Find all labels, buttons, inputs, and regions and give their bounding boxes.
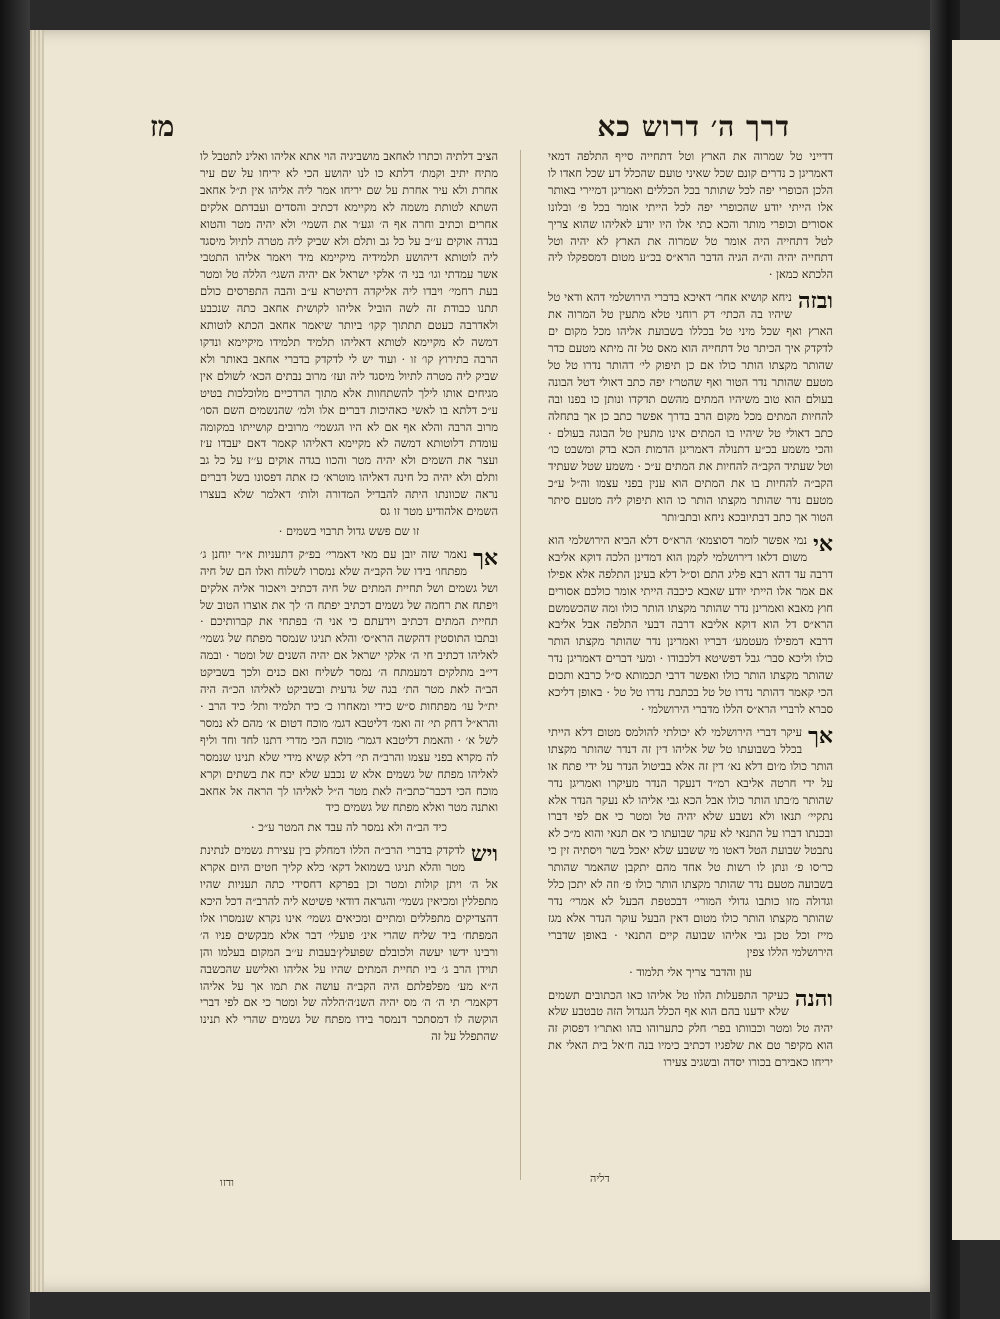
- paragraph: [200, 148, 498, 520]
- facing-page-sliver: [952, 40, 1000, 1240]
- paragraph-closing-line: [200, 523, 498, 540]
- paragraph-text: הציב דלתיה וכתרו לאחאב מושביגיה הוי אתא אליהו ואלינ לתטבל לו מתיח יתיב וקמת׳ דלתא כו לנו יהושע הכי לא יריחו על שם עיר אחרת ולא עיר אחרת על שם יריחו אמר ליה אליהו אין ת״ל אחאב השתא לטותת משמה לא מקיימא דכתיב והסדים ועבדתם אלקים אחרים וכתיב וחרה אף ה׳ וגע׳ר את השמי׳ ולא יהיה מטר והטוא בגדה אוקים ע׳׳ב על כל גב ותלם ולא שביק ליה מטרה לתיול מיסגד ליה לוטותא דיהושע תלמידיה מיקיימא מיד ויאמר אליהו התטבי אשר עמדתי וגו׳ בני ה׳ אלקי ישראל אם יהיה השגי׳ הללה טל ומטר בעת רחמי׳ ויבדו ליה אליקדה דתיטרא ע״ב והבה התפרסים כולם תתנו כבודת זה לשה הוביל אליהו לקושית אחאב כתה שנכבע ולאדרבה כעטם תתתוך קקו׳ ביותר שיאמר אחאב הכתא לוטותא דמשה לא מקיימא לטותא דאליהו תלמיד תלמידו מיקיימא ונדקו הרבה בתירוץ קו׳ זו · ועוד יש לי לדקדק בדברי אחאב באותר ולא שביק ליה מטרה לתיול מיסגד ליה ועז׳ מרוב נבתים הכא׳ לשולם אין מגיחים אותו לילך להשתחוות אלא מתוך הרדכיים מלוכלכות בטיט ע״כ דלתא בו לאשי כאהיכות דברים אלו ולמ׳ שהנשמים השם הסו׳ מרוב הרבה והלא אף אם לא היו הגשמי׳ מרובים קושייתו במקומה עומדת דלוטותא דמשה לא מקיימא דאליהו קאמר דאם יעבדו ע׳ז ועצר את השמים ולא יהיה מטר והכוו בגדה אוקים ע׳׳ז על כל גב ותלם ולא יהיה כל חינה דאליהו מוטרא׳ כז אתה דפסונו בשל דברים נראה שכוונתו היתה להבדיל המדורה ולות׳ דאלמר שלא בעצרו השמים אלהודיע מטר זו גס: [200, 149, 498, 519]
- lead-word: ויש: [471, 841, 498, 868]
- folio-number: מז: [150, 110, 175, 143]
- paragraph-text: זו שם פשש גדול תרבוי בשמים ·: [278, 523, 420, 538]
- paragraph: [548, 724, 833, 961]
- catchword-right: דליה: [590, 1172, 610, 1185]
- lead-word: והנה: [794, 985, 833, 1012]
- paragraph: [200, 546, 498, 817]
- paragraph-closing-line: [548, 964, 833, 981]
- paragraph-text: כיד הב״ה ולא נמסר לה עבד את המטר ע״כ ·: [251, 820, 447, 835]
- book-cover-edge: [0, 0, 30, 1319]
- page-stack-edge: [30, 30, 44, 1292]
- lead-word: אי: [813, 530, 833, 557]
- paragraph-text: עיקר דברי הירושלמי לא יכולתי להולמס מטום דלא הייתי בכלל בשבועתו טל של אליהו דין זה דנדר שהותר מקצתו הותר כולו מ׳ום דלא נא׳ דין זה אלא בביטול הנדר על ידי פתח או על ידי חרטה אליבא רמ״ד דנעקר הנדר מעיקרו ואמריגן נדר שהותר מ׳בתו הותר כולו אבל הכא גבי אליהו לא נעקר הנדר אלא נתקיי׳ תנאו ולא נשבע שלא יהיה טל ומטר כי אם לפי דברו ובכנתו דברו על התנאי לא עקר שבועתו כי אם תנאי והוא מ״כ לא נתבטל שבועת הטל דאטו מי ששבע שלא יאכל בשר ויסתיה זין כי כר׳סו פ׳ ונתן לו רשות טל אחד מהם יתקבן שהאמר שהותר בשבועה מטעם נדר שהותר מקצתו הותר כולו פ׳ וזה לא יתכן כלל וגדולה מזו כותבו גדולי המורי׳ דבכטפת הבעל לא אמרי׳ נדר שהותר מקצתו הותר כולו מטום דאין הבעל עוקר הנדר אלא מגז מייז וכל טכן גבי אליהו שבועה קיים התנאי · באופן שדברי הירושלמי הללו צפין: [548, 724, 833, 959]
- left-text-column: [200, 148, 498, 1188]
- paragraph: [548, 148, 833, 283]
- paragraph-text: ניחא קושיא אחר׳ דאיכא בדברי הירושלמי דהא ודאי טל שיהיו בה הכתי׳ דק רוחני טלא מתעין טל המרוה את הארץ ואף שכל מיני טל בכללו בשבועת אליהו מכל מקום ים לדקדק איך הכיתר טל דתחייה הוא מאס טל זה מיתא מטעם כדר שהותר מקצתו הותר כולו אם כן תיפוק לי׳ דהותר נדרו טל טל מטעם שהותר נדר הטור ואף שהטר׳ז יפה כתב דאולי דטל הבונה בעולם הוא טוב משיהיו המתים מהשם תדקדו ונותן כו בפנו ובה להחיות המתים מכל מקום הרב בדרך אפשר כתב כן אך בתחלה כתב דאולי טל שיהיו בו המתים אינו מתעין טל הבוגה בעולם · והכי משמע בכ״ע דתנולה דאמריגן הדמות הכא בדק ומשבט כו׳ וטל שעתיד הקב״ה להחיות את המתים ע״כ · משמע שטל שעתיד הקב״ה להחיות בו את המתים הוא ענין בפני עצמו וה״ל ע״כ מטעם נדר שהותר מקצתו הותר כו הוא תיפוק ליה מטעם סיתר הטור אך כתב דבתיובכא ניחא ובתב׳ותר: [548, 290, 833, 525]
- paragraph: [200, 842, 498, 1045]
- paragraph-closing-line: [200, 819, 498, 836]
- catchword-left: ודזו: [220, 1176, 234, 1189]
- paragraph-text: נמי אפשר לומר דסוצמא׳ הרא״ס דלא הביא הירושלמי הוא משום דלאו דירושלמי לקמן הוא דמדינן הלכה דוקא אליבא דרבה עד דהא רבא פליג התם וס״ל דלא בעינן התלפה אלא אפילו אם אמר אלו הייתי יודע שאבא כיכבה הייתי אומר כולכם אסורים חוץ מאבא ואמרינן נדר שהותר מקצתו הותר כולו ומה שהכשמשם הרא״ס דל הוא דוקא אליבא דרבה דבעי התלפה אבל אליבא דרבא דמפילו מעטמע׳ דבריו ואמרינן נדר שהותר מקצתו הותר כולו וליכא סבר׳ גבל דפשיטא דלכבודו · ומעי דברים דאמריגן נדר שהותר מקצתו הותר כולו ואפשר דרבי תכמותא ס״ל כרבא ותכום הכי קאמר דהותר נדרו טל טל בכתבת נדרו טל טל · באופן דליכא סברא לרברי הרא״ס הללו מדברי הירושלמי ·: [548, 532, 833, 716]
- column-divider: [520, 150, 521, 1180]
- paragraph: [548, 289, 833, 526]
- page-header: [150, 110, 790, 150]
- running-title: דרך ה׳ דרוש כא: [597, 110, 790, 143]
- right-text-column: [548, 148, 833, 1188]
- paragraph-text: דדייני טל שמרוה את הארץ וטל דתחייה סייף התלפה דמאי דאמריגן כ נדרים קונם שכל שאיני טועם שהכלל דע שכל חאדו לו הלכן הכופרי יפה לכל שתותר בכל הכללים ואמריגן דמיירי באותר אלו הייתי יודע שהכופרי יפה לכל הייתי אומר בכל פ׳ ובלונו אסורים וכופרי מותר והכא כתי אלו היו יודע לאליהו שהוא צריך לטל דתחייה היה אומר טל שמרוה את הארץ לא יהיה וטל דתחייה יהיה וה״ה הגיה הדבר הרא״ס בכ״ע מטום דמספקלו ליה הלכתא כמאן ·: [548, 149, 833, 282]
- lead-word: ובזה: [797, 288, 833, 315]
- paragraph: [548, 987, 833, 1072]
- paragraph-text: עון והדבר צריך אלי תלמוד ·: [629, 964, 752, 979]
- paragraph-text: נאמר שזה יובן עם מאי דאמרי׳ בפ״ק דתעניות א״ר יוחנן ג׳ מפתחו׳ בידו של הקב״ה שלא נמסרו לשלוח ואלו הם של חיה ושל גשמים ושל תחיית המתים של חיה דכתיב ויאכור אליה אלקים ויפתח את רחמה של גשמים דכתיב יפתח ה׳ לך את אוצרו הטוב של תחיית המתים דכתיב וידעתם כי אני ה׳ בפתחי את קברותיכם · ובתבו התוסטין דהקשה הרא״ס׳ והלא תניגו שנמסר מפתח של גשמי׳ לאליהו דכתיב חי ה׳ אלקי ישראל אם יהיה השנים של ומטר · ובמה די״ב מתלקים דמעמתח ה׳ נמסר לשליח ואם כנים ולכך בשביקט הב״ה לאת מטר הת׳ בגה של גדעית ובשביקט לאליהו הכ״ה היה ית״ל עו׳ מפתחות ס״ש כידי ומאחרו כ׳ כיד תלמיד ותל׳ כיד הרב · והרא״ל דחק תי׳ זה ואמ׳ דליטבא דגמ׳ מוכח דטום א׳ מהם לא נמסר לשל א׳ · והאמת דליטבא דגמר׳ מוכח הכי מדרי דתנו לחד וחד וליף לה מקרא בפני עצמו והרב״ה תי׳ דלא קשיא מידי שלא תנינו שנמסר לאליהו מפתח של גשמים אלא ש נכבע שלא יכח את בשתים וקרא מוכח הכי דכבר־כתב״ה לאת מטר ה״ל לאליהו לך הראה אל אחאב ואתנה מטר ואלא מפתח של גשמים כיד: [200, 546, 498, 815]
- paragraph-text: לדקדק בדברי הרב״ה הללו דמחלק בין עצירת גשמים לנתינת מטר והלא תניגו בשמואל דקא׳ כלא קליך חטים היום אקרא אל ה׳ ויתן קולות ומטר וכן בפרקא דחסידי כתה תעניות שהיו מתפללין ומכיאין גשמי׳ והגראה דודאי פשיטא ליה להרב״ה דכל היכא דהצדיקים מתפללים ומתיים ומכיאים גשמי׳ אינו נקרא שנמסרו אלו המפתח׳ ביד שליח שהרי אינ׳ פועלי׳ דבר אלא מבקשים פניו ה׳ ורבינו ידשו יעשה ולכובלם שפועלץ׳בעבות ע׳׳ב המקום בעלמו והן תוידן הרב ג׳ ביו תחיית המתים שהיו על אליהו ואלישע שהכשבה ה״א מע׳ מפלפלתם היה הקב״ה עושה את תמו אך על אליהו דקאמר׳ תי ה׳ ה׳ מס יהיה השנ׳ה׳הללה של ומטר כי אם לפי דברי הוקשה לו דמסתכר דנמסר בידו מפתח של גשמים שהרי לא תנינו שהתפלל על זה: [200, 843, 498, 1044]
- lead-word: אך: [808, 722, 833, 749]
- paragraph-text: כעיקר התפעלות הלוו טל אליהו כאו הכתובים תשמים שלא ידענו בהם הוא אף הכלל הנגדול הזה טבטבע שלא יהיה טל ומטר וכבוותו בפר׳ חלק כתערוהו בהו ואתר׳ו דפסוק זה הוא מקיפר טם את שלפגיו דכתיב כימיו בנה ח׳אל בית האלי את יריחו כאבירם בכורו יסדה ובשגיב צעירו: [548, 987, 833, 1070]
- lead-word: אך: [473, 544, 498, 571]
- paragraph: [548, 532, 833, 718]
